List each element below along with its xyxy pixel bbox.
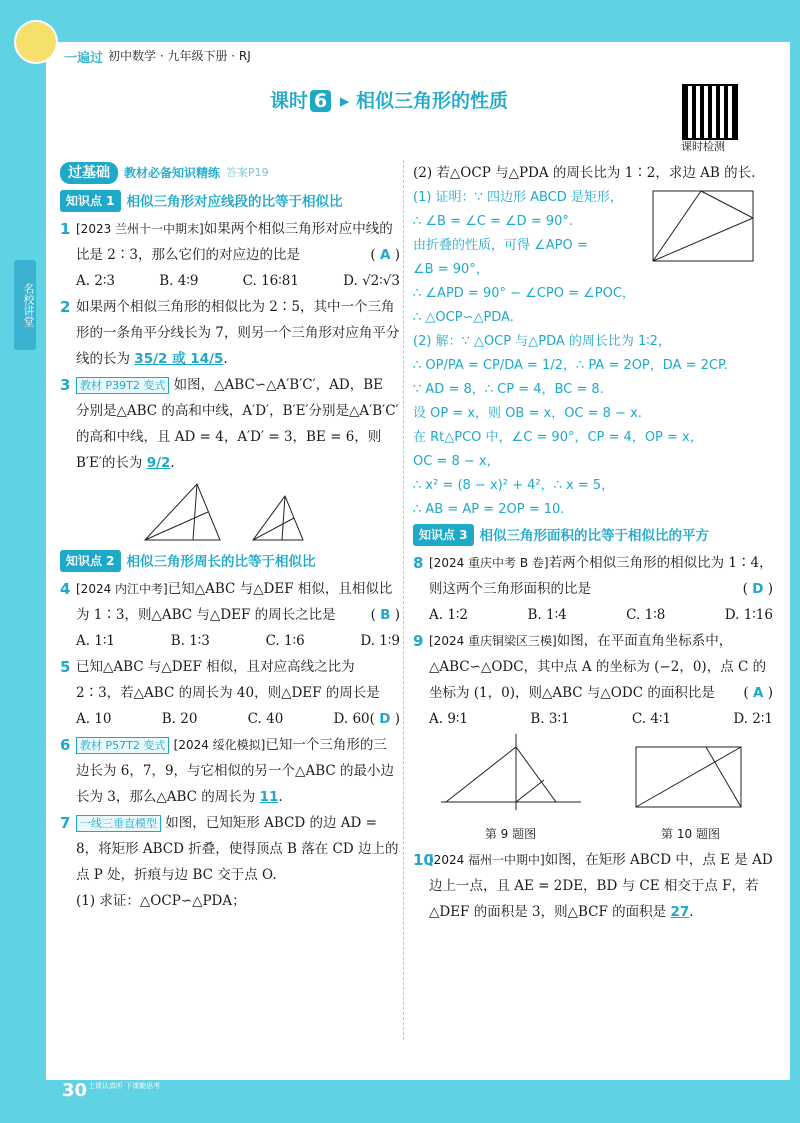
choices bbox=[76, 268, 400, 294]
answer: 27 bbox=[670, 904, 690, 920]
option-d[interactable]: D. √2∶√3 bbox=[343, 273, 400, 289]
knowledge-point-2 bbox=[60, 550, 400, 574]
page-number: 30 bbox=[62, 1080, 88, 1101]
option-a[interactable]: A. 1∶1 bbox=[76, 633, 116, 649]
lesson-number: 6 bbox=[310, 90, 331, 112]
question-number: 6 bbox=[60, 736, 71, 754]
option-d[interactable]: D. 1∶16 bbox=[724, 607, 773, 623]
figures-9-10 bbox=[413, 732, 773, 847]
height-ad bbox=[193, 484, 197, 540]
question-number: 8 bbox=[413, 554, 424, 572]
triangle-abc bbox=[446, 747, 556, 802]
question-9 bbox=[413, 628, 773, 732]
kp-text: 相似三角形周长的比等于相似比 bbox=[126, 554, 316, 570]
question-6: 6 教材 P57T2 变式 [2024 绥化模拟]已知一个三角形的三边长为 6，7，9，与它相似的另一个△ABC 的最小边长为 3，那么△ABC 的周长为 11. bbox=[60, 732, 400, 810]
option-d[interactable]: D. 2∶1 bbox=[733, 711, 773, 727]
choices bbox=[429, 706, 773, 732]
question-text: 已知△ABC 与△DEF 相似，且相似比为 1∶3，则△ABC 与△DEF 的周长之比是 bbox=[76, 581, 393, 623]
answer-bracket: ( A ) bbox=[743, 685, 773, 701]
question-source: [2024 绥化模拟] bbox=[173, 738, 266, 752]
title-prefix: 课时 bbox=[270, 90, 309, 112]
question-4 bbox=[60, 576, 400, 654]
left-column bbox=[60, 160, 400, 914]
question-number: 10 bbox=[413, 851, 434, 869]
footer-note: 上课认真听 下课勤思考 bbox=[88, 1082, 161, 1090]
question-2: 2 如果两个相似三角形的相似比为 2∶5，其中一个三角形的一条角平分线长为 7，则另一个三角形对应角平分线的长为 35/2 或 14/5. bbox=[60, 294, 400, 372]
left-frame bbox=[0, 0, 46, 1123]
side-tab[interactable]: 名校讲堂 bbox=[14, 260, 36, 350]
answer: B bbox=[380, 607, 391, 623]
solution-line: ∵ AD = 8，∴ CP = 4，BC = 8. bbox=[413, 382, 604, 397]
question-text: 如图，在矩形 ABCD 中，点 E 是 AD 边上一点，且 AE = 2DE，BD 与 CE 相交于点 F，若△DEF 的面积是 3，则△BCF 的面积是 bbox=[429, 852, 773, 920]
figure-10 bbox=[631, 742, 751, 812]
option-b[interactable]: B. 1∶3 bbox=[170, 633, 210, 649]
question-7-part-2: (2) 若△OCP 与△PDA 的周长比为 1∶2，求边 AB 的长. bbox=[413, 165, 756, 181]
question-number: 1 bbox=[60, 220, 71, 238]
question-7 bbox=[60, 810, 400, 914]
question-text: 如果两个相似三角形对应中线的比是 2∶3，那么它们的对应边的比是 bbox=[76, 221, 393, 263]
choices bbox=[429, 602, 773, 628]
option-b[interactable]: B. 4∶9 bbox=[159, 273, 199, 289]
kp-text: 相似三角形对应线段的比等于相似比 bbox=[126, 194, 343, 210]
choices bbox=[76, 628, 400, 654]
qr-label: 课时检测 bbox=[681, 140, 725, 153]
answer-bracket: ( D ) bbox=[369, 711, 400, 727]
segment-od bbox=[516, 780, 544, 802]
kp-text: 相似三角形面积的比等于相似比的平方 bbox=[479, 528, 710, 544]
question-text: 已知一个三角形的三边长为 6，7，9，与它相似的另一个△ABC 的最小边长为 3，那么△ABC 的周长为 bbox=[76, 737, 394, 805]
right-frame bbox=[790, 0, 800, 1123]
figure-3 bbox=[135, 478, 325, 548]
brand-name: 一遍过 bbox=[64, 51, 104, 66]
question-badge: 教材 P39T2 变式 bbox=[76, 377, 169, 394]
solution-line: (2) 解：∵ △OCP 与△PDA 的周长比为 1∶2， bbox=[413, 334, 671, 349]
option-d[interactable]: D. 1∶9 bbox=[360, 633, 400, 649]
solution-line: 由折叠的性质，可得 ∠APO = bbox=[413, 238, 588, 253]
knowledge-point-1 bbox=[60, 190, 400, 214]
kp-tag: 知识点 2 bbox=[60, 550, 121, 572]
option-a[interactable]: A. 2∶3 bbox=[76, 273, 116, 289]
answer-bracket: ( B ) bbox=[370, 607, 400, 623]
question-source: [2024 重庆铜梁区三模] bbox=[429, 634, 557, 648]
answer: A bbox=[752, 685, 764, 701]
kp-tag: 知识点 1 bbox=[60, 190, 121, 212]
solution-line: ∴ AB = AP = 2OP = 10. bbox=[413, 502, 565, 517]
solution-line: 在 Rt△PCO 中，∠C = 90°，CP = 4，OP = x， bbox=[413, 430, 703, 445]
answer-bracket: ( A ) bbox=[370, 247, 400, 263]
question-number: 4 bbox=[60, 580, 71, 598]
figure-7 bbox=[643, 186, 773, 266]
question-part-1: (1) 求证：△OCP∽△PDA； bbox=[76, 893, 246, 909]
solution-line: ∴ ∠B = ∠C = ∠D = 90°. bbox=[413, 214, 574, 229]
question-number: 3 bbox=[60, 376, 71, 394]
answer: D bbox=[379, 711, 391, 727]
option-c[interactable]: C. 16∶81 bbox=[242, 273, 299, 289]
book-title: 初中数学 · 九年级下册 · RJ bbox=[108, 49, 251, 63]
question-source: [2024 重庆中考 B 卷] bbox=[429, 556, 549, 570]
rectangle-abcd bbox=[653, 191, 753, 261]
section-banner bbox=[60, 160, 400, 186]
solution-line: (1) 证明：∵ 四边形 ABCD 是矩形， bbox=[413, 190, 623, 205]
solution-line: ∠B = 90°， bbox=[413, 262, 489, 277]
median-be bbox=[145, 512, 208, 540]
question-number: 7 bbox=[60, 814, 71, 832]
segment-ce bbox=[706, 747, 741, 807]
banner-answer-ref[interactable]: 答案P19 bbox=[226, 166, 269, 179]
knowledge-point-3 bbox=[413, 524, 773, 548]
kp-tag: 知识点 3 bbox=[413, 524, 474, 546]
question-number: 9 bbox=[413, 632, 424, 650]
option-a[interactable]: A. 1∶2 bbox=[429, 607, 469, 623]
option-c[interactable]: C. 40 bbox=[247, 711, 284, 727]
column-divider bbox=[403, 160, 405, 1040]
option-c[interactable]: C. 1∶8 bbox=[626, 607, 666, 623]
option-a[interactable]: A. 9∶1 bbox=[429, 711, 469, 727]
height-ad-prime bbox=[282, 496, 285, 540]
question-badge: 教材 P57T2 变式 bbox=[76, 737, 169, 754]
answer: 9/2 bbox=[146, 455, 171, 471]
option-c[interactable]: C. 4∶1 bbox=[631, 711, 672, 727]
solution-line: 设 OP = x，则 OB = x，OC = 8 − x. bbox=[413, 406, 642, 421]
option-d[interactable]: D. 60 bbox=[333, 711, 370, 727]
figure-9 bbox=[436, 732, 586, 812]
question-text: 已知△ABC 与△DEF 相似，且对应高线之比为 2∶3，若△ABC 的周长为 40，则△DEF 的周长是 bbox=[76, 659, 380, 701]
answer: D bbox=[752, 581, 764, 597]
qr-code-icon[interactable] bbox=[682, 84, 738, 140]
answer: 35/2 或 14/5 bbox=[134, 351, 224, 367]
segment-po bbox=[701, 191, 753, 218]
option-b[interactable]: B. 20 bbox=[161, 711, 198, 727]
question-10: 10 [2024 福州一中期中]如图，在矩形 ABCD 中，点 E 是 AD 边上一点，且 AE = 2DE，BD 与 CE 相交于点 F，若△DEF 的面积是 3，则△BCF 的面积是 27. bbox=[413, 847, 773, 925]
title-text: 相似三角形的性质 bbox=[356, 90, 509, 112]
figure-10-wrap bbox=[631, 742, 751, 847]
question-source: [2024 福州一中期中] bbox=[429, 853, 545, 867]
option-c[interactable]: C. 1∶6 bbox=[265, 633, 305, 649]
question-text: 如图，在平面直角坐标系中，△ABC∽△ODC，其中点 A 的坐标为 (−2，0)，点 C 的坐标为 (1，0)，则△ABC 与△ODC 的面积比是 bbox=[429, 633, 767, 701]
top-frame bbox=[0, 0, 800, 42]
question-5 bbox=[60, 654, 400, 732]
diagonal-bd bbox=[636, 747, 741, 807]
option-b[interactable]: B. 1∶4 bbox=[527, 607, 567, 623]
question-text: 如图，△ABC∽△A′B′C′，AD，BE 分别是△ABC 的高和中线，A′D′，B′E′分别是△A′B′C′的高和中线，且 AD = 4，A′D′ = 3，BE = 6，则 B′E′的长为 bbox=[76, 377, 399, 471]
answer: A bbox=[379, 247, 391, 263]
figure-10-caption: 第 10 题图 bbox=[661, 827, 720, 841]
solution-line: ∴ x² = (8 − x)² + 4²，∴ x = 5， bbox=[413, 478, 615, 493]
solution-line: ∴ OP/PA = CP/DA = 1/2，∴ PA = 2OP，DA = 2CP. bbox=[413, 358, 728, 373]
triangle-abc bbox=[145, 484, 220, 540]
median-be-prime bbox=[253, 518, 294, 540]
figure-9-wrap bbox=[436, 732, 586, 847]
banner-pill: 过基础 bbox=[60, 162, 118, 184]
question-8 bbox=[413, 550, 773, 628]
question-1 bbox=[60, 216, 400, 294]
question-text: 如果两个相似三角形的相似比为 2∶5，其中一个三角形的一条角平分线长为 7，则另一个三角形对应角平分线的长为 bbox=[76, 299, 400, 367]
right-column bbox=[413, 160, 773, 925]
banner-sub: 教材必备知识精练 bbox=[124, 166, 221, 180]
figure-9-caption: 第 9 题图 bbox=[484, 827, 537, 841]
question-source: [2023 兰州十一中期末] bbox=[76, 222, 204, 236]
answer-bracket: ( D ) bbox=[742, 581, 773, 597]
option-a[interactable]: A. 10 bbox=[76, 711, 112, 727]
question-badge: 一线三垂直模型 bbox=[76, 815, 161, 832]
question-text: 若两个相似三角形的相似比为 1∶4，则这两个三角形面积的比是 bbox=[429, 555, 773, 597]
question-3: 3 教材 P39T2 变式 如图，△ABC∽△A′B′C′，AD，BE 分别是△ABC 的高和中线，A′D′，B′E′分别是△A′B′C′的高和中线，且 AD = 4，A′D′ = 3，BE = 6，则 B′E′的长为 9/2. bbox=[60, 372, 400, 476]
answer: 11 bbox=[259, 789, 279, 805]
solution-line: OC = 8 − x， bbox=[413, 454, 500, 469]
question-number: 2 bbox=[60, 298, 71, 316]
choices bbox=[76, 706, 370, 732]
triangle-a-b-c-prime bbox=[253, 496, 303, 540]
question-source: [2024 内江中考] bbox=[76, 582, 168, 596]
solution-line: ∴ ∠APD = 90° − ∠CPO = ∠POC， bbox=[413, 286, 635, 301]
question-number: 5 bbox=[60, 658, 71, 676]
option-b[interactable]: B. 3∶1 bbox=[530, 711, 570, 727]
mascot-icon bbox=[14, 20, 58, 64]
page-title: 课时 6 ▸ 相似三角形的性质 bbox=[270, 90, 509, 112]
solution-line: ∴ △OCP∽△PDA. bbox=[413, 310, 514, 325]
question-text: 如图，已知矩形 ABCD 的边 AD = 8，将矩形 ABCD 折叠，使得顶点 B 落在 CD 边上的点 P 处，折痕与边 BC 交于点 O. bbox=[76, 815, 399, 883]
